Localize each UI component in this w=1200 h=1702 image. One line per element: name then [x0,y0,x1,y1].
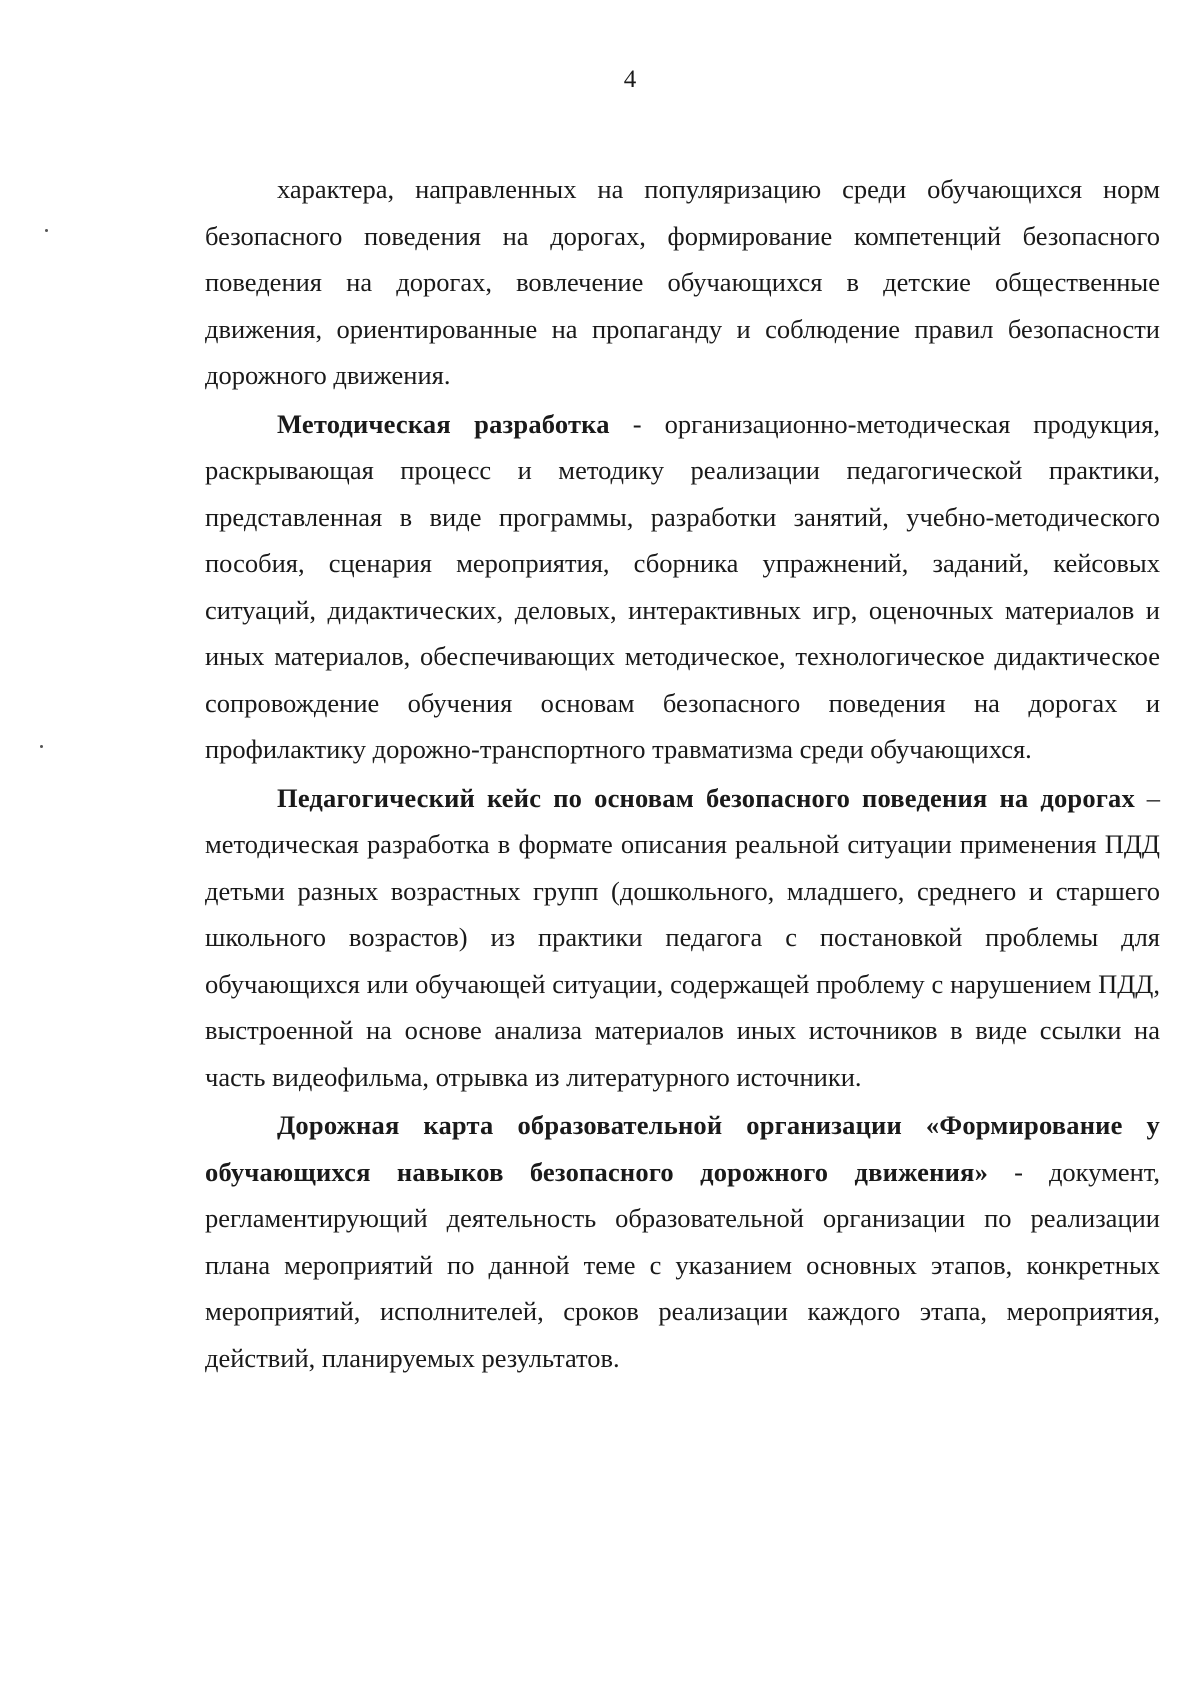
term-pedagogical-case: Педагогический кейс по основам безопасного поведения на дорогах [277,782,1135,813]
definition-methodical-development: - организационно-методическая продукция, раскрывающая процесс и методику реализации педагогической практики, представленная в виде программы, разработки занятий, учебно-методического пособия, сценария мероприятия, сборника упражнений, заданий, кейсовых ситуаций, дидактических, деловых, интерактивных игр, оценочных материалов и иных материалов, обеспечивающих методическое, технологическое дидактическое сопровождение обучения основам безопасного поведения на дорогах и профилактику дорожно-транспортного травматизма среди обучающихся. [205,408,1161,764]
term-methodical-development: Методическая разработка [277,408,610,439]
paragraph-methodical-development [205,401,1160,773]
term-road-map: Дорожная карта образовательной организации «Формирование у обучающихся навыков безопасного дорожного движения» [205,1110,1160,1187]
document-body [205,166,1160,1381]
paragraph-continuation [205,166,1160,399]
paragraph-text: характера, направленных на популяризацию среди обучающихся норм безопасного поведения на дорогах, формирование компетенций безопасного поведения на дорогах, вовлечение обучающихся в детские общественные движения, ориентированные на пропаганду и соблюдение правил безопасности дорожного движения. [205,174,1160,390]
scan-speck [40,745,43,748]
definition-pedagogical-case: – методическая разработка в формате описания реальной ситуации применения ПДД детьми разных возрастных групп (дошкольного, младшего, среднего и старшего школьного возрастов) из практики педагога с постановкой проблемы для обучающихся или обучающей ситуации, содержащей проблему с нарушением ПДД, выстроенной на основе анализа материалов иных источников в виде ссылки на часть видеофильма, отрывка из литературного источники. [205,782,1161,1092]
paragraph-road-map [205,1102,1160,1381]
page-number: 4 [623,66,637,93]
definition-road-map: - документ, регламентирующий деятельность образовательной организации по реализации плана мероприятий по данной теме с указанием основных этапов, конкретных мероприятий, исполнителей, сроков реализации каждого этапа, мероприятия, действий, планируемых результатов. [205,1156,1160,1373]
scan-speck [45,229,48,232]
paragraph-pedagogical-case [205,775,1160,1101]
